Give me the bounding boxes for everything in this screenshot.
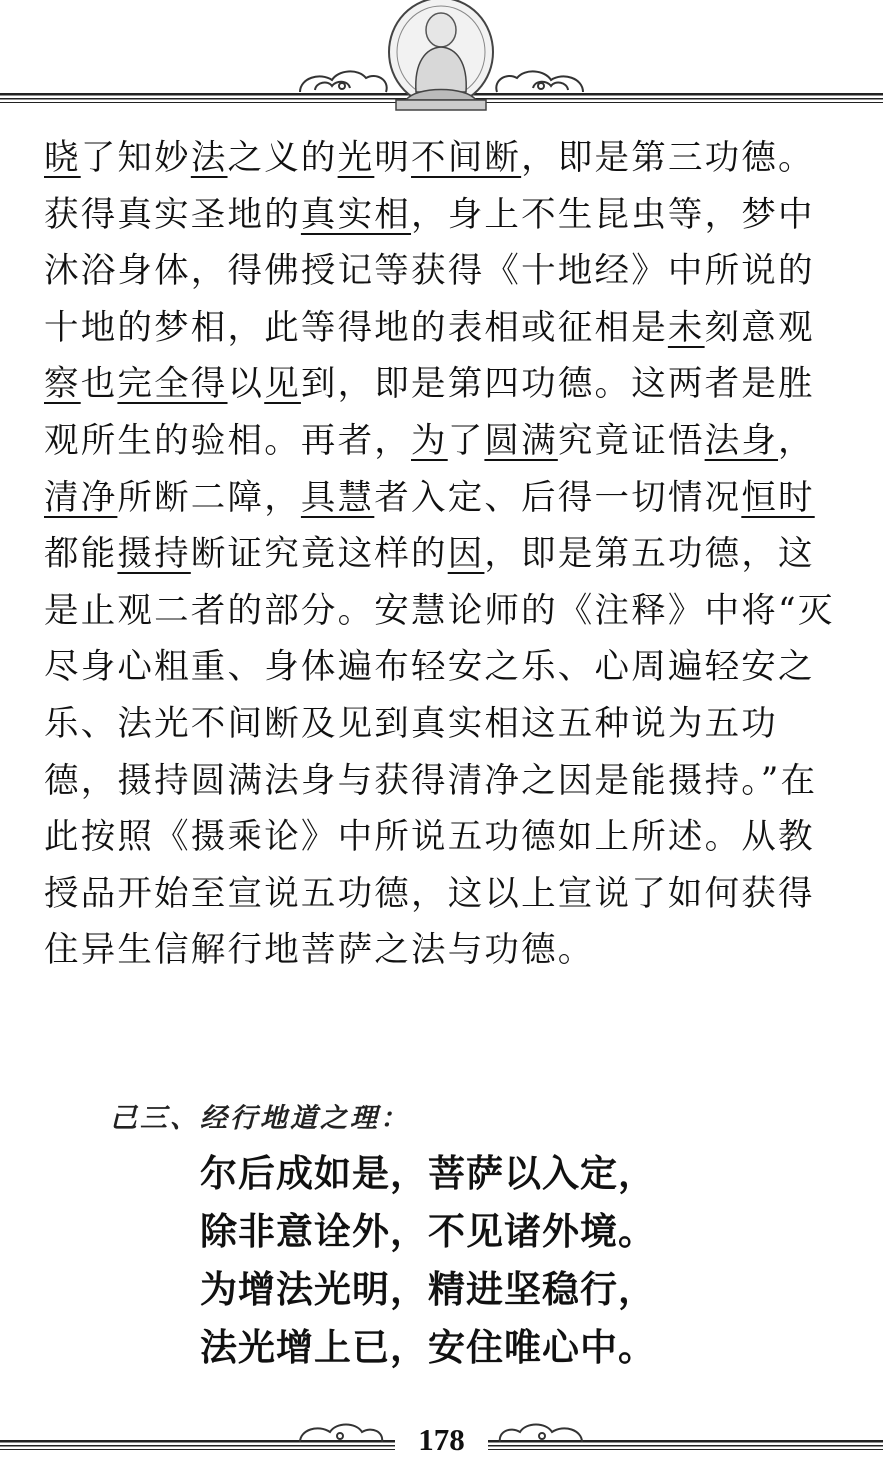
verse-block xyxy=(200,1145,656,1377)
underlined-phrase: 法 xyxy=(190,138,228,178)
body-text-run: 者入定、后得一切情况 xyxy=(374,477,742,518)
body-text-run: 之义的 xyxy=(227,138,338,178)
body-text-run: 刻意观 xyxy=(704,307,815,348)
underlined-phrase: 具慧 xyxy=(300,477,375,518)
underlined-phrase: 未 xyxy=(667,307,705,348)
body-text-run: 断证究竟这样的 xyxy=(190,534,448,575)
underlined-phrase: 清净 xyxy=(44,477,118,518)
cloud-left-icon xyxy=(300,71,387,92)
underlined-phrase: 恒时 xyxy=(741,477,815,518)
body-text-run: 到，即是第四功德。这两者是胜观所生的验相。再者， xyxy=(44,364,815,461)
body-text-run: 了知妙 xyxy=(80,138,191,178)
underlined-phrase: 圆满 xyxy=(484,420,558,461)
underlined-phrase: 摄持 xyxy=(117,534,191,575)
body-text-run: 以 xyxy=(227,364,265,405)
underlined-phrase: 为 xyxy=(411,420,448,461)
verse-line: 为增法光明，精进坚稳行， xyxy=(200,1268,656,1311)
header-ornament xyxy=(0,0,883,115)
underlined-phrase: 完全得 xyxy=(117,364,228,405)
body-text-run: 明 xyxy=(374,138,412,178)
body-text-run: ，即是第三功德。获得真实圣地的 xyxy=(44,138,815,235)
underlined-phrase: 察 xyxy=(44,364,81,405)
verse-line: 尔后成如是，菩萨以入定， xyxy=(200,1152,656,1195)
body-text-run: 了 xyxy=(447,420,485,461)
underlined-phrase: 因 xyxy=(447,534,485,575)
body-text-run: ，即是第五功德，这是止观二者的部分。安慧论师的《注释》中将“灭尽身心粗重、身体遍布轻安之乐、心周遍轻安之乐、法光不间断及见到真实相这五种说为五功德，摄持圆满法身与获得清净之因是能摄持。”在此按照《摄乘论》中所说五功德如上所述。从教授品开始至宣说五功德，这以上宣说了如何获得住异生信解行地菩萨之法与功德。 xyxy=(44,534,835,971)
underlined-phrase: 真实相 xyxy=(300,194,412,235)
underlined-phrase: 光 xyxy=(337,138,375,178)
body-text-run: 都能 xyxy=(44,534,118,575)
body-text-run: ，身上不生昆虫等，梦中沐浴身体，得佛授记等获得《十地经》中所说的十地的梦相，此等得地的表相或征相是 xyxy=(44,194,815,348)
underlined-phrase: 法身 xyxy=(704,420,779,461)
body-paragraph xyxy=(44,130,844,979)
page-number: 178 xyxy=(418,1422,465,1457)
verse-line: 法光增上已，安住唯心中。 xyxy=(200,1326,656,1369)
verse-line: 除非意诠外，不见诸外境。 xyxy=(200,1210,656,1253)
body-text-run: ， xyxy=(778,420,815,461)
underlined-phrase: 晓 xyxy=(44,138,81,178)
body-text-run: 也 xyxy=(80,364,118,405)
body-text-run: 究竟证悟 xyxy=(557,420,705,461)
underlined-phrase: 不间断 xyxy=(411,138,522,178)
body-text-run: 所断二障， xyxy=(117,477,301,518)
cloud-right-icon xyxy=(496,71,583,92)
underlined-phrase: 见 xyxy=(264,364,301,405)
section-heading: 己三、经行地道之理： xyxy=(110,1103,410,1134)
